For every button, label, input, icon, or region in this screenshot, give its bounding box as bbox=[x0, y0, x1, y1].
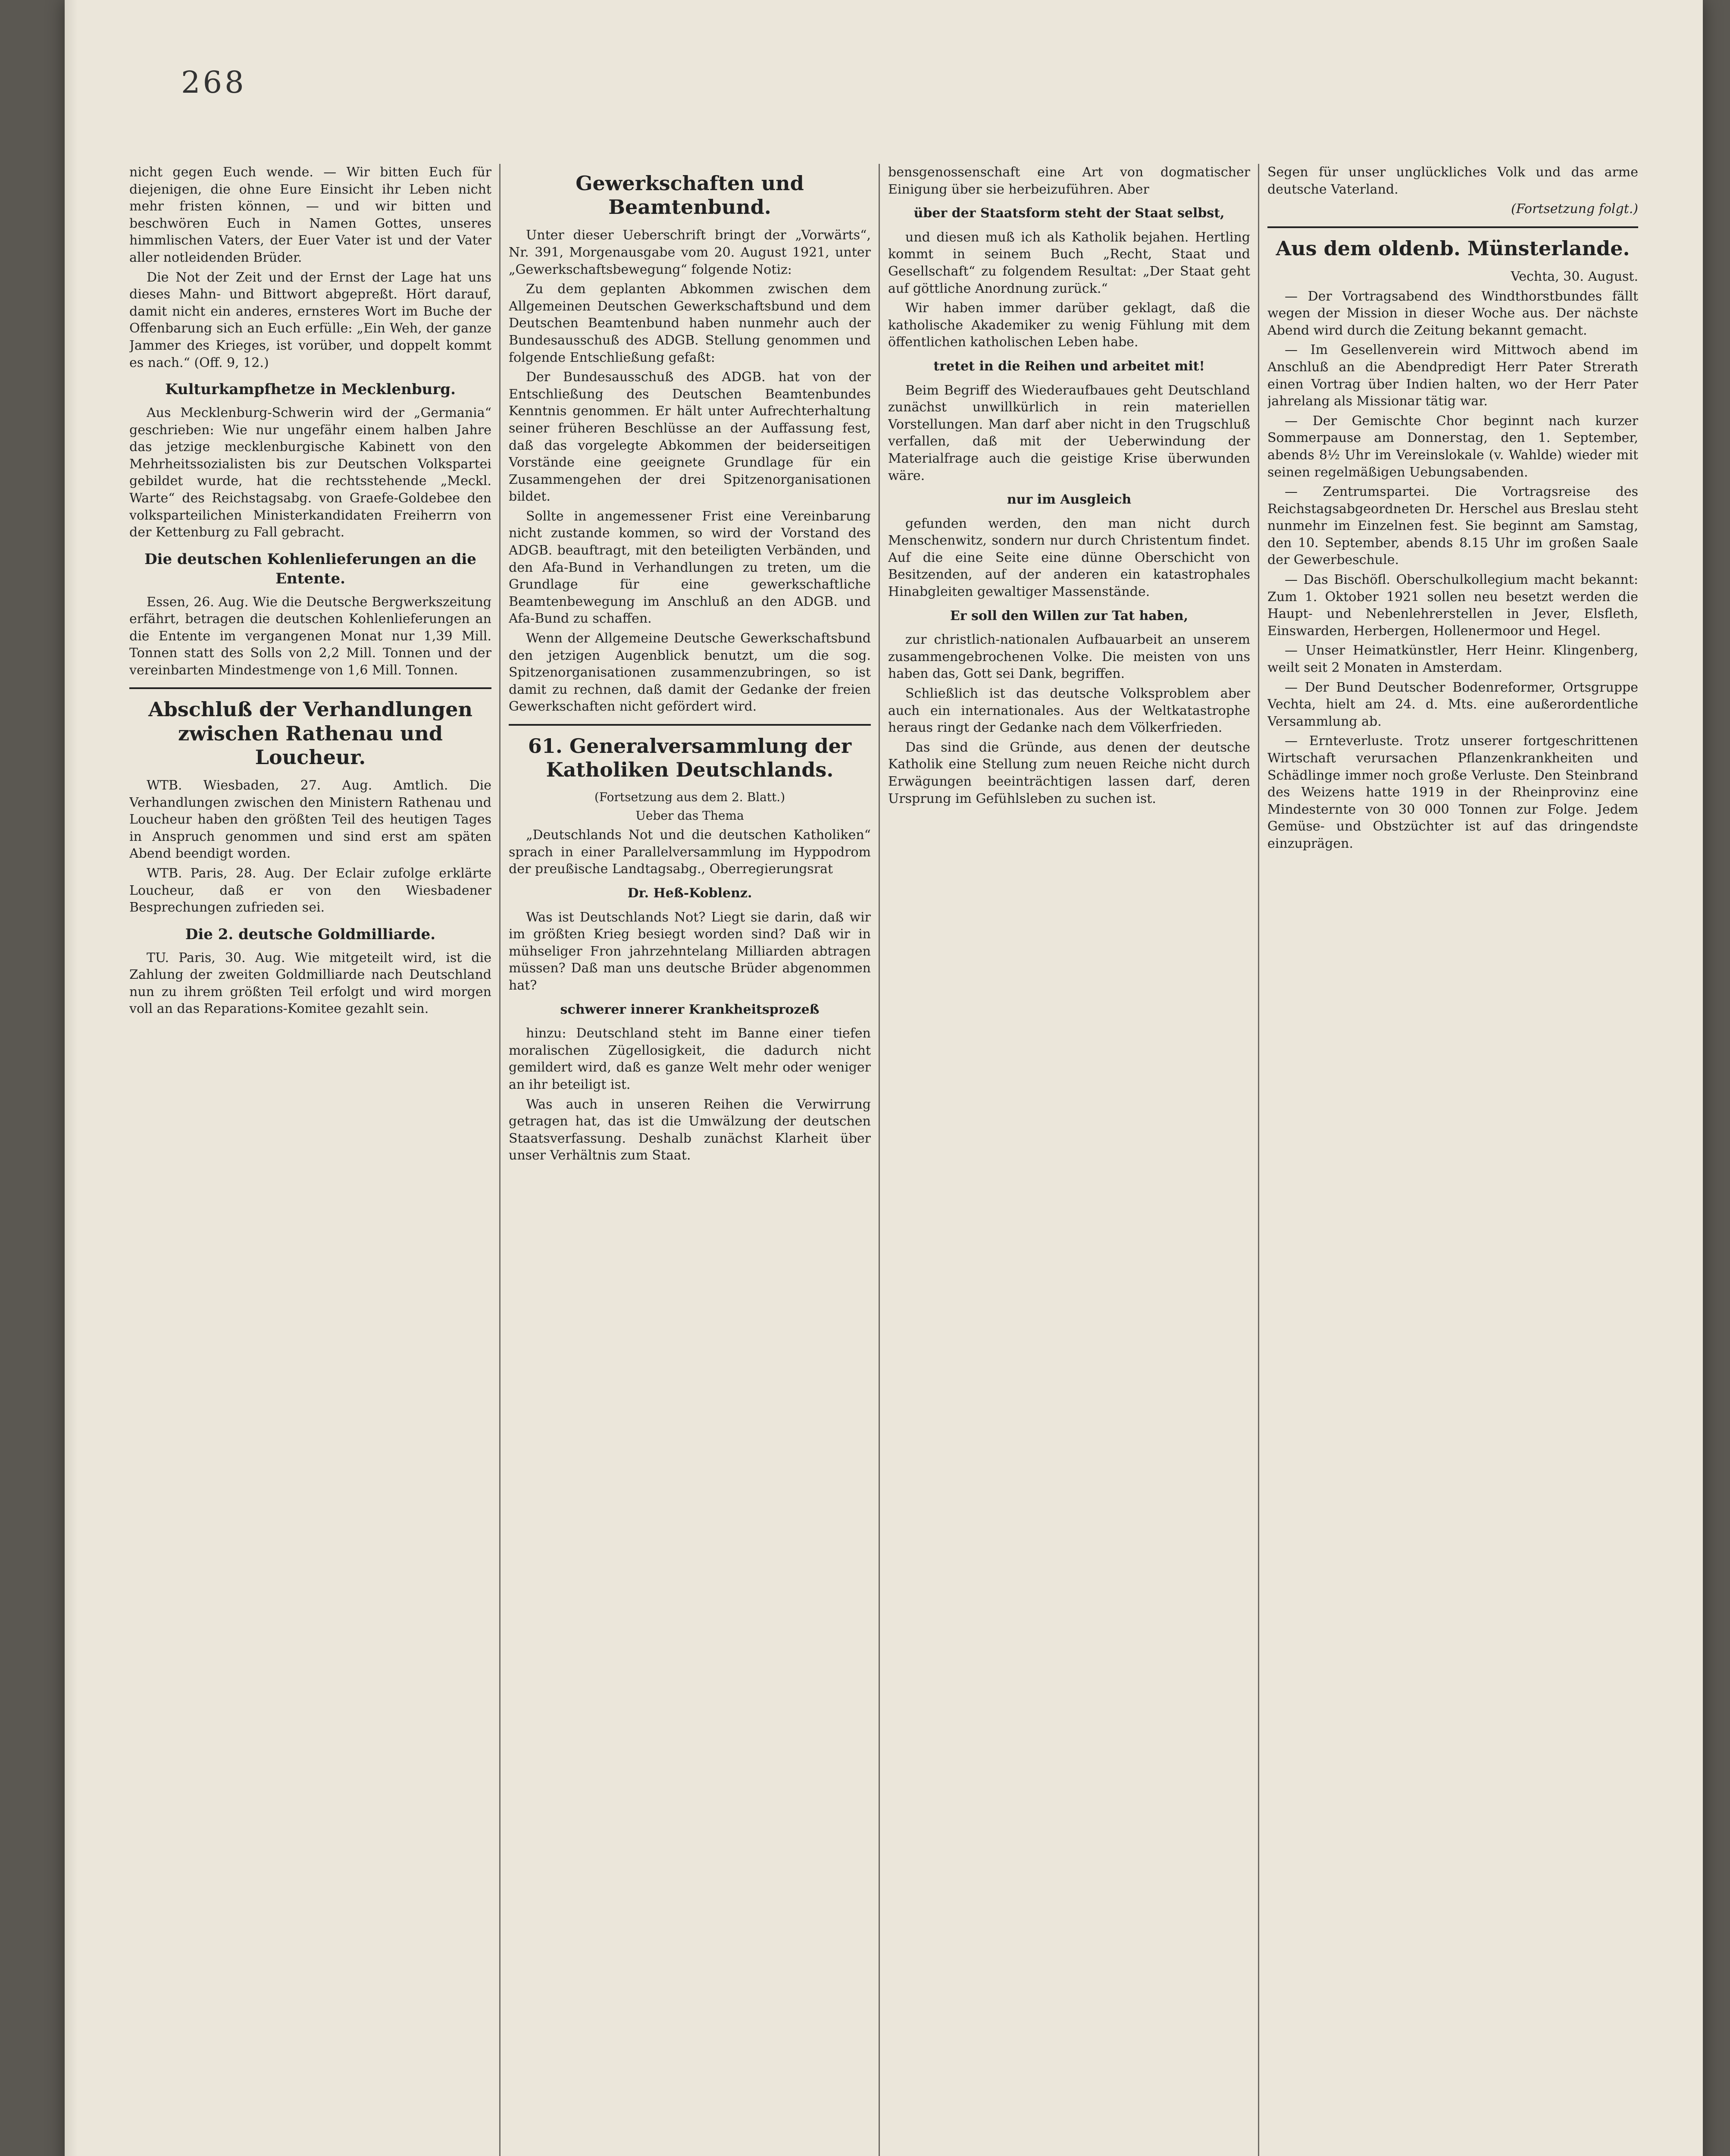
article-heading: Die 2. deutsche Goldmilliarde. bbox=[185, 925, 436, 943]
subheading: Er soll den Willen zur Tat haben, bbox=[950, 608, 1189, 624]
article-heading: Kulturkampfhetze in Mecklenburg. bbox=[165, 381, 456, 398]
article-text: — Ernteverluste. Trotz unserer fortgeschrittenen Wirtschaft verursachen Pflanzenkrankheiten und Schädlinge immer noch große Verluste. Den Steinbrand des Weizens hatte 1919 in der Rheinprovinz eine Mindesternte von 30 000 Tonnen zur Folge. Jedem Gemüse- und Obstzüchter ist auf das dringendste einzuprägen. bbox=[1267, 733, 1638, 851]
column-rule bbox=[879, 164, 880, 2156]
column-1 bbox=[129, 164, 491, 2156]
article-text: Das sind die Gründe, aus denen der deutsche Katholik eine Stellung zum neuen Reiche nicht durch Erwägungen beeinträchtigen lassen darf, deren Ursprung im Gefühlsleben zu suchen ist. bbox=[888, 740, 1250, 806]
article-text: Essen, 26. Aug. Wie die Deutsche Bergwerkszeitung erfährt, betragen die deutschen Kohlenlieferungen an die Entente im vergangenen Monat nur 1,39 Mill. Tonnen statt des Solls von 2,2 Mill. Tonnen und der vereinbarten Mindestmenge von 1,6 Mill. Tonnen. bbox=[129, 594, 491, 678]
page-number: 268 bbox=[181, 65, 247, 100]
article-text: WTB. Wiesbaden, 27. Aug. Amtlich. Die Verhandlungen zwischen den Ministern Rathenau und Loucheur haben den größten Teil des heutigen Tages in Anspruch genommen und sind erst am späten Abend beendigt worden. bbox=[129, 778, 491, 862]
article-text: Was ist Deutschlands Not? Liegt sie darin, daß wir im größten Krieg besiegt worden sind? Daß wir in mühseliger Fron jahrzehntelang Milliarden abtragen müssen? Daß man uns deutsche Brüder abgenommen hat? bbox=[509, 909, 871, 993]
column-2 bbox=[509, 164, 871, 2156]
article-text: zur christlich-nationalen Aufbauarbeit an unserem zusammengebrochenen Volke. Die meisten von uns haben das, Gott sei Dank, begriffen. bbox=[888, 632, 1250, 682]
article-heading: 61. Generalversammlung der Katholiken Deutschlands. bbox=[528, 734, 852, 782]
article-text: „Deutschlands Not und die deutschen Katholiken“ sprach in einer Parallelversammlung im Hyppodrom der preußische Landtagsabg., Oberregierungsrat bbox=[509, 827, 871, 877]
column-rule bbox=[1258, 164, 1259, 2156]
article-text: Wir haben immer darüber geklagt, daß die katholische Akademiker zu wenig Fühlung mit dem öffentlichen katholischen Leben habe. bbox=[888, 301, 1250, 350]
article-text: Was auch in unseren Reihen die Verwirrung getragen hat, das ist die Umwälzung der deutschen Staatsverfassung. Deshalb zunächst Klarheit über unser Verhältnis zum Staat. bbox=[509, 1097, 871, 1163]
article-text: hinzu: Deutschland steht im Banne einer tiefen moralischen Zügellosigkeit, die dadurch nicht gemildert wird, daß es ganze Welt mehr oder weniger an ihr beteiligt ist. bbox=[509, 1026, 871, 1092]
article-text: Beim Begriff des Wiederaufbaues geht Deutschland zunächst unwillkürlich in rein materiellen Vorstellungen. Man darf aber nicht in den Trugschluß verfallen, daß mit der Ueberwindung der Materialfrage auch die geistige Krise überwunden wäre. bbox=[888, 382, 1250, 483]
article-heading: Abschluß der Verhandlungen zwischen Rathenau und Loucheur. bbox=[148, 698, 472, 769]
article-text: Sollte in angemessener Frist eine Vereinbarung nicht zustande kommen, so wird der Vorstand des ADGB. beauftragt, mit den beteiligten Verbänden, und den Afa-Bund in Verhandlungen zu treten, um die Grundlage für eine gewerkschaftliche Beamtenbewegung im Anschluß an den ADGB. und Afa-Bund zu schaffen. bbox=[509, 508, 871, 627]
subheading: schwerer innerer Krankheitsprozeß bbox=[560, 1002, 820, 1017]
subheading: nur im Ausgleich bbox=[1007, 492, 1132, 508]
divider bbox=[509, 724, 871, 726]
divider bbox=[1267, 226, 1638, 228]
article-text: und diesen muß ich als Katholik bejahen. Hertling kommt in seinem Buch „Recht, Staat und Gesellschaft“ zu folgendem Resultat: „Der Staat geht auf göttliche Anordnung zurück.“ bbox=[888, 229, 1250, 296]
subheading: über der Staatsform steht der Staat selbst, bbox=[913, 206, 1225, 221]
newspaper-page bbox=[65, 0, 1703, 2156]
article-note: (Fortsetzung aus dem 2. Blatt.) bbox=[594, 790, 785, 805]
continued-note: (Fortsetzung folgt.) bbox=[1511, 201, 1638, 217]
article-heading: Gewerkschaften und Beamtenbund. bbox=[576, 172, 804, 219]
article-text: WTB. Paris, 28. Aug. Der Eclair zufolge erklärte Loucheur, daß er von den Wiesbadener Besprechungen zufrieden sei. bbox=[129, 866, 491, 915]
article-text: — Das Bischöfl. Oberschulkollegium macht bekannt: Zum 1. Oktober 1921 sollen neu besetzt werden die Haupt- und Nebenlehrerstellen in Jever, Elsfleth, Einswarden, Herbergen, Hollenermoor und Hegel. bbox=[1267, 572, 1638, 639]
article-text: — Der Vortragsabend des Windthorstbundes fällt wegen der Mission in dieser Woche aus. Der nächste Abend wird durch die Zeitung bekannt gemacht. bbox=[1267, 288, 1638, 338]
article-text: Die Not der Zeit und der Ernst der Lage hat uns dieses Mahn- und Bittwort abgepreßt. Hört darauf, damit nicht ein anderes, ernsteres Wort im Buche der Offenbarung sich an Euch erfülle: „Ein Weh, der ganze Jammer des Krieges, ist vorüber, und doppelt kommt es nach.“ (Off. 9, 12.) bbox=[129, 270, 491, 370]
divider bbox=[129, 687, 491, 689]
article-text: Wenn der Allgemeine Deutsche Gewerkschaftsbund den jetzigen Augenblick benutzt, um die sog. Spitzenorganisationen zusammenzubringen, so ist damit zu rechnen, daß damit der Gedanke der freien Gewerkschaften nicht gefördert wird. bbox=[509, 631, 871, 714]
column-3 bbox=[888, 164, 1250, 2156]
article-text: Zu dem geplanten Abkommen zwischen dem Allgemeinen Deutschen Gewerkschaftsbund und dem Deutschen Beamtenbund haben nunmehr auch der Bundesausschuß des ADGB. Stellung genommen und folgende Entschließung gefaßt: bbox=[509, 282, 871, 365]
page-fold-shadow bbox=[65, 0, 78, 2156]
article-text: Der Bundesausschuß des ADGB. hat von der Entschließung des Deutschen Beamtenbundes Kenntnis genommen. Er hält unter Aufrechterhaltung seiner früheren Beschlüsse an der Auffassung fest, daß das vorgelegte Abkommen der beiderseitigen Vorstände eine geeignete Grundlage für ein Zusammengehen der drei Spitzenorganisationen bildet. bbox=[509, 370, 871, 505]
article-text: — Im Gesellenverein wird Mittwoch abend im Anschluß an die Abendpredigt Herr Pater Strerath einen Vortrag über Indien halten, wo der Herr Pater jahrelang als Missionar tätig war. bbox=[1267, 342, 1638, 409]
article-text: TU. Paris, 30. Aug. Wie mitgeteilt wird, ist die Zahlung der zweiten Goldmilliarde nach Deutschland nun zu ihrem größten Teil erfolgt und wird morgen voll an das Reparations-Komitee gezahlt sein. bbox=[129, 950, 491, 1017]
dateline: Vechta, 30. August. bbox=[1511, 269, 1638, 284]
column-4 bbox=[1267, 164, 1638, 2156]
subheading: tretet in die Reihen und arbeitet mit! bbox=[933, 358, 1205, 374]
article-heading: Aus dem oldenb. Münsterlande. bbox=[1276, 236, 1630, 260]
article-text: — Der Gemischte Chor beginnt nach kurzer Sommerpause am Donnerstag, den 1. September, abends 8½ Uhr im Vereinslokale (v. Wahlde) wieder mit seinen regelmäßigen Uebungsabenden. bbox=[1267, 413, 1638, 480]
article-text: — Unser Heimatkünstler, Herr Heinr. Klingenberg, weilt seit 2 Monaten in Amsterdam. bbox=[1267, 643, 1638, 676]
article-text: Aus Mecklenburg-Schwerin wird der „Germania“ geschrieben: Wie nur ungefähr einem halben Jahre das jetzige mecklenburgische Kabinett von den Mehrheitssozialisten bis zur Deutschen Volkspartei gebildet wurde, hat die rechtsstehende „Meckl. Warte“ des Reichstagsabg. von Graefe-Goldebee den volksparteilichen Ministerkandidaten Freiherrn von der Kettenburg zu Fall gebracht. bbox=[129, 405, 491, 540]
column-rule bbox=[499, 164, 501, 2156]
article-note: Ueber das Thema bbox=[635, 808, 744, 823]
article-text: Segen für unser unglückliches Volk und das arme deutsche Vaterland. bbox=[1267, 165, 1638, 197]
article-text: Schließlich ist das deutsche Volksproblem aber auch ein internationales. Aus der Weltkatastrophe heraus ringt der Gedanke nach dem Völkerfrieden. bbox=[888, 686, 1250, 736]
article-text: — Zentrumspartei. Die Vortragsreise des Reichstagsabgeordneten Dr. Herschel aus Breslau steht nunmehr im Einzelnen fest. Sie beginnt am Samstag, den 10. September, abends 8.15 Uhr im großen Saale der Gewerbeschule. bbox=[1267, 484, 1638, 568]
article-text: — Der Bund Deutscher Bodenreformer, Ortsgruppe Vechta, hielt am 24. d. Mts. eine außerordentliche Versammlung ab. bbox=[1267, 680, 1638, 729]
article-text: nicht gegen Euch wende. — Wir bitten Euch für diejenigen, die ohne Eure Einsicht ihr Leben nicht mehr fristen können, — und wir bitten und beschwören Euch in Namen Gottes, unseres himmlischen Vaters, der Euer Vater ist und der Vater aller notleidenden Brüder. bbox=[129, 165, 491, 265]
speaker-name: Dr. Heß-Koblenz. bbox=[627, 886, 752, 901]
article-heading: Die deutschen Kohlenlieferungen an die Entente. bbox=[144, 550, 476, 587]
article-text: Unter dieser Ueberschrift bringt der „Vorwärts“, Nr. 391, Morgenausgabe vom 20. August 1921, unter „Gewerkschaftsbewegung“ folgende Notiz: bbox=[509, 228, 871, 277]
article-text: gefunden werden, den man nicht durch Menschenwitz, sondern nur durch Christentum findet. Auf die eine Seite eine dünne Oberschicht von Besitzenden, auf der anderen ein katastrophales Hinabgleiten gewaltiger Massenstände. bbox=[888, 516, 1250, 600]
article-text: bensgenossenschaft eine Art von dogmatischer Einigung über sie herbeizuführen. Aber bbox=[888, 165, 1250, 197]
